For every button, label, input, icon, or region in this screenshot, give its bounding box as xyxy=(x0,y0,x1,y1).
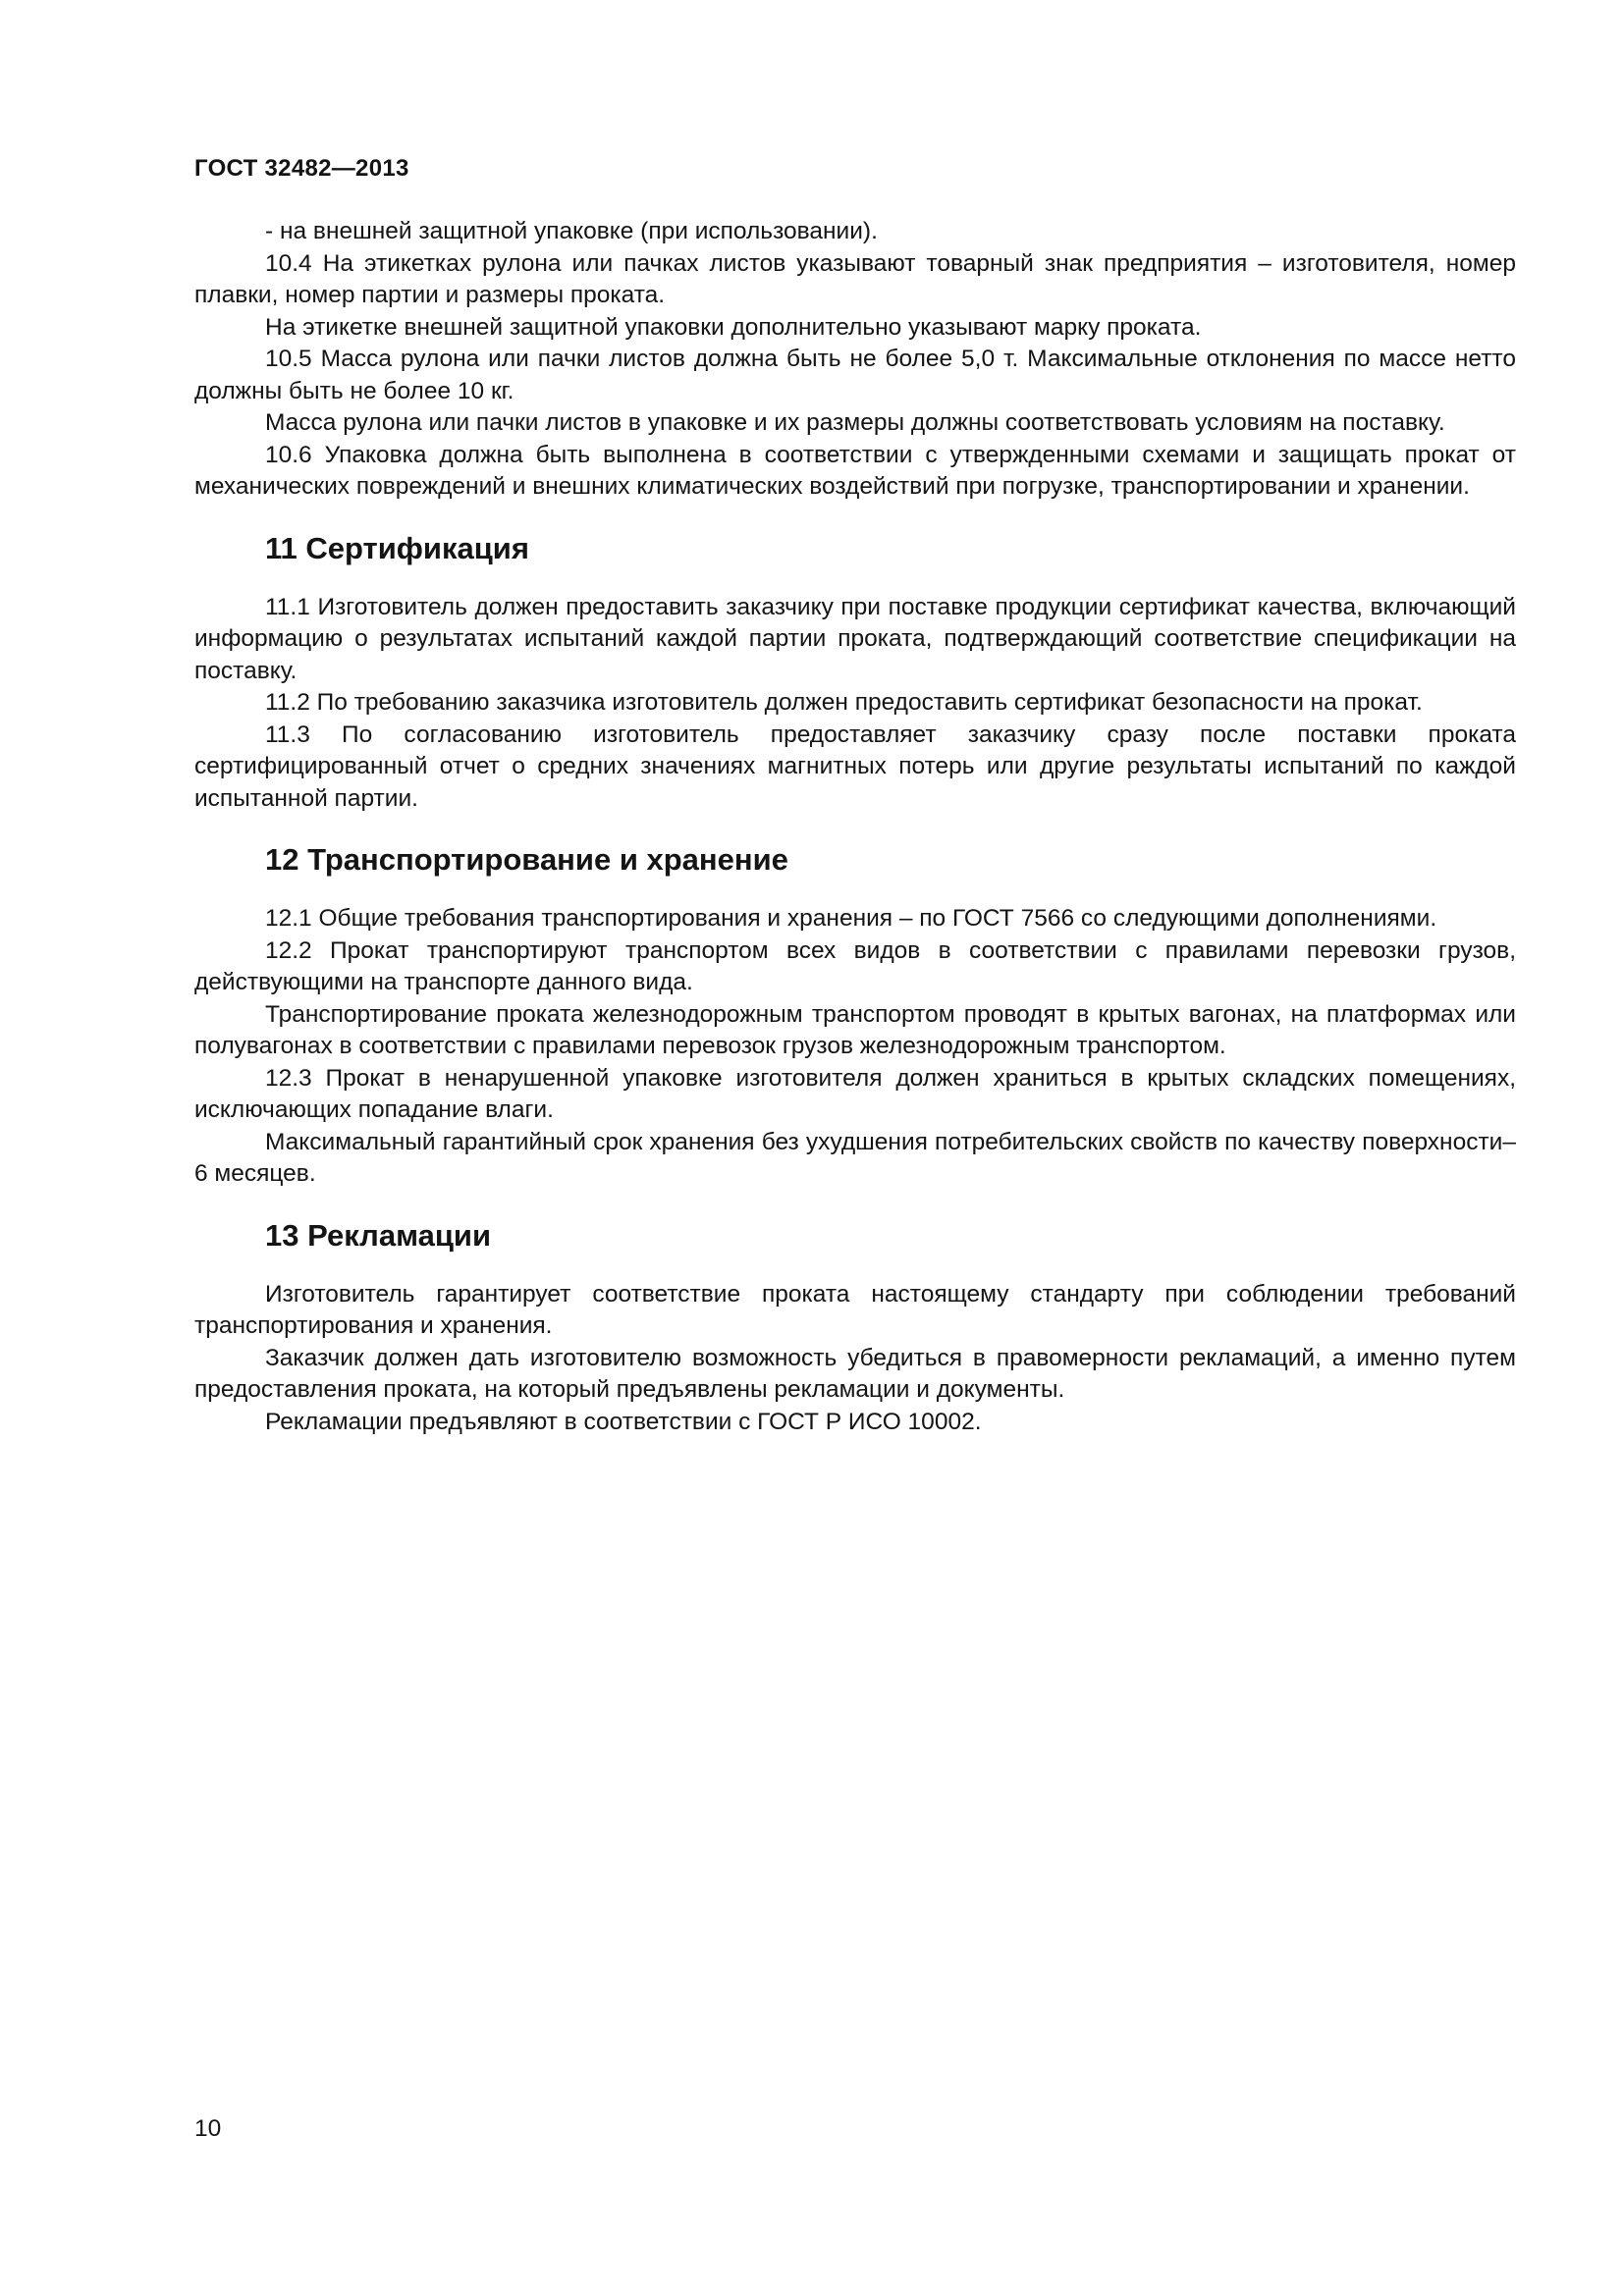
paragraph-12-1: 12.1 Общие требования транспортирования и хранения – по ГОСТ 7566 со следующими дополнениями. xyxy=(265,905,1437,932)
section-heading-12: 12 Транспортирование и хранение xyxy=(265,842,788,877)
page-number: 10 xyxy=(194,2115,222,2142)
section-heading-13: 13 Рекламации xyxy=(265,1217,492,1253)
paragraph: - на внешней защитной упаковке (при использовании). xyxy=(265,218,878,244)
paragraph: Заказчик должен дать изготовителю возможность убедиться в правомерности рекламаций, а именно путем предоставления проката, на который предъявлены рекламации и документы. xyxy=(194,1344,1516,1403)
paragraph: Масса рулона или пачки листов в упаковке и их размеры должны соответствовать условиям на поставку. xyxy=(265,409,1445,436)
paragraph-11-3: 11.3 По согласованию изготовитель предоставляет заказчику сразу после поставки проката сертифицированный отчет о средних значениях магнитных потерь или другие результаты испытаний по каждой испытанной партии. xyxy=(194,721,1516,812)
paragraph: Максимальный гарантийный срок хранения без ухудшения потребительских свойств по качеству поверхности– 6 месяцев. xyxy=(194,1128,1516,1187)
paragraph: Рекламации предъявляют в соответствии с ГОСТ Р ИСО 10002. xyxy=(265,1408,982,1435)
paragraph-12-2: 12.2 Прокат транспортируют транспортом всех видов в соответствии с правилами перевозки грузов, действующими на транспорте данного вида. xyxy=(194,936,1516,995)
paragraph-10-5: 10.5 Масса рулона или пачки листов должна быть не более 5,0 т. Максимальные отклонения по массе нетто должны быть не более 10 кг. xyxy=(194,346,1516,404)
paragraph-10-6: 10.6 Упаковка должна быть выполнена в соответствии с утвержденными схемами и защищать прокат от механических повреждений и внешних климатических воздействий при погрузке, транспортировании и хранении. xyxy=(194,441,1516,500)
paragraph: Изготовитель гарантирует соответствие проката настоящему стандарту при соблюдении требований транспортирования и хранения. xyxy=(194,1280,1516,1339)
document-body xyxy=(194,216,1516,1438)
document-header: ГОСТ 32482—2013 xyxy=(194,155,409,182)
paragraph: На этикетке внешней защитной упаковки дополнительно указывают марку проката. xyxy=(265,313,1202,341)
paragraph-11-1: 11.1 Изготовитель должен предоставить заказчику при поставке продукции сертификат качества, включающий информацию о результатах испытаний каждой партии проката, подтверждающий соответствие спецификации на поставку. xyxy=(194,593,1516,684)
paragraph: Транспортирование проката железнодорожным транспортом проводят в крытых вагонах, на платформах или полувагонах в соответствии с правилами перевозок грузов железнодорожным транспортом. xyxy=(194,1000,1516,1059)
section-heading-11: 11 Сертификация xyxy=(265,530,529,565)
paragraph-11-2: 11.2 По требованию заказчика изготовитель должен предоставить сертификат безопасности на прокат. xyxy=(265,689,1423,716)
paragraph-10-4: 10.4 На этикетках рулона или пачках листов указывают товарный знак предприятия – изготовителя, номер плавки, номер партии и размеры проката. xyxy=(194,249,1516,308)
paragraph-12-3: 12.3 Прокат в ненарушенной упаковке изготовителя должен храниться в крытых складских помещениях, исключающих попадание влаги. xyxy=(194,1064,1516,1123)
